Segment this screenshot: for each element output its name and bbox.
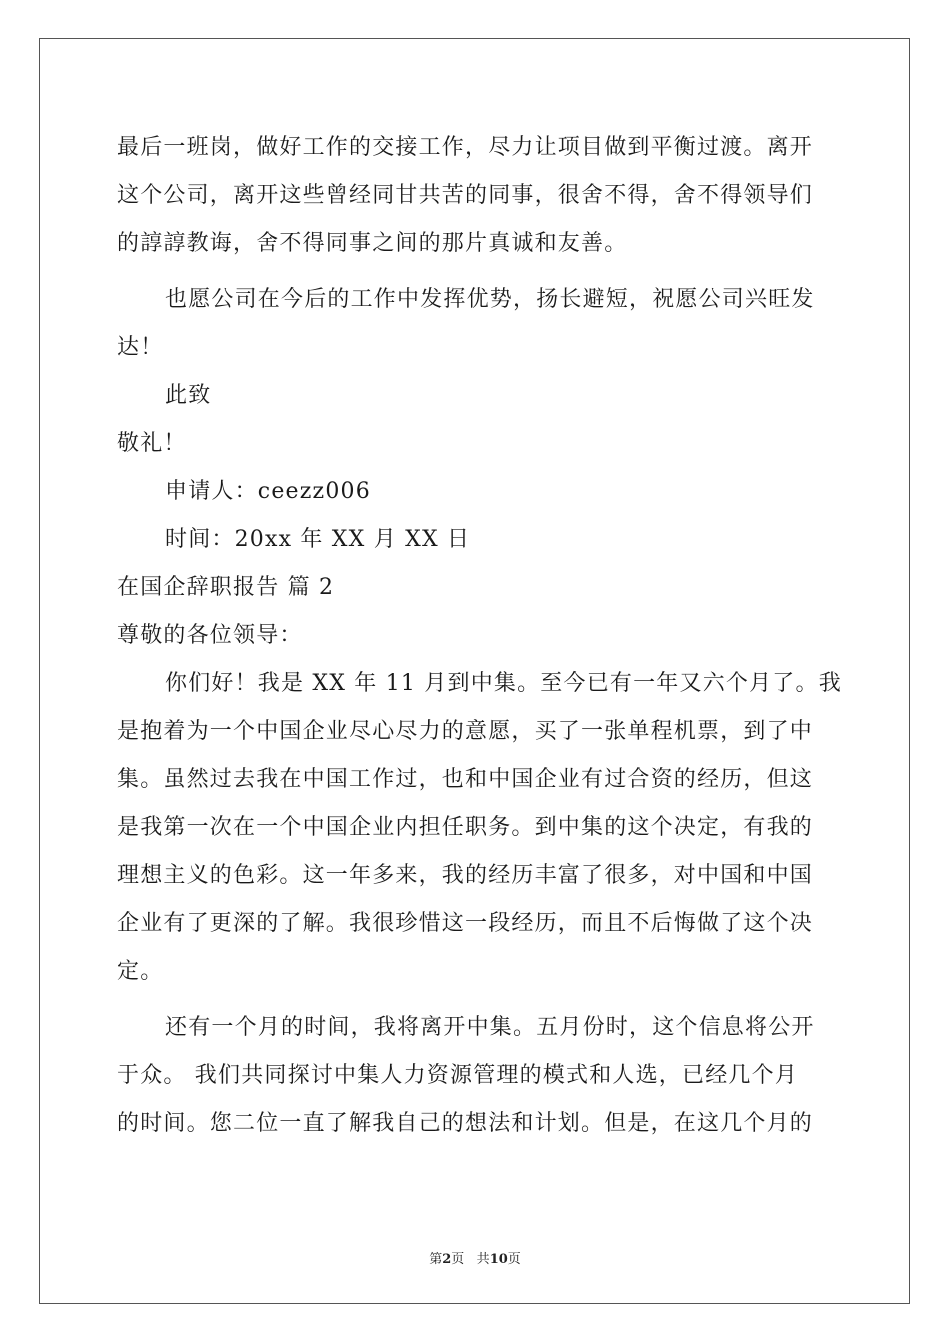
page-prefix: 第 bbox=[429, 1252, 443, 1267]
salute-text: 敬礼！ bbox=[117, 431, 187, 456]
total-prefix: 共 bbox=[476, 1252, 490, 1267]
paragraph-line: 定。 bbox=[117, 959, 164, 984]
paragraph-line: 的时间。您二位一直了解我自己的想法和计划。但是，在这几个月的 bbox=[117, 1111, 814, 1136]
paragraph-line: 企业有了更深的了解。我很珍惜这一段经历，而且不后悔做了这个决 bbox=[117, 911, 814, 936]
paragraph-line: 的諄諄教诲，舍不得同事之间的那片真诚和友善。 bbox=[117, 231, 628, 256]
section-title: 在国企辞职报告 篇 2 bbox=[117, 575, 335, 600]
applicant-line: 申请人：ceezz006 bbox=[165, 479, 371, 504]
paragraph-line: 也愿公司在今后的工作中发挥优势，扬长避短，祝愿公司兴旺发 bbox=[165, 287, 815, 312]
date-line: 时间：20xx 年 XX 月 XX 日 bbox=[165, 527, 471, 552]
page-current: 2 bbox=[442, 1252, 452, 1267]
paragraph-line: 于众。 我们共同探讨中集人力资源管理的模式和人选，已经几个月 bbox=[117, 1063, 798, 1088]
greeting-line: 尊敬的各位领导： bbox=[117, 623, 303, 648]
paragraph-line: 你们好！我是 XX 年 11 月到中集。至今已有一年又六个月了。我 bbox=[165, 671, 842, 696]
closing-text: 此致 bbox=[165, 383, 212, 408]
total-suffix: 页 bbox=[507, 1252, 521, 1267]
paragraph-line: 集。虽然过去我在中国工作过，也和中国企业有过合资的经历，但这 bbox=[117, 767, 814, 792]
paragraph-line: 理想主义的色彩。这一年多来，我的经历丰富了很多，对中国和中国 bbox=[117, 863, 814, 888]
page-mid: 页 bbox=[451, 1252, 465, 1267]
document-body bbox=[117, 124, 842, 1148]
page-footer bbox=[0, 1248, 950, 1267]
paragraph-line: 是我第一次在一个中国企业内担任职务。到中集的这个决定，有我的 bbox=[117, 815, 814, 840]
paragraph-line: 还有一个月的时间，我将离开中集。五月份时，这个信息将公开 bbox=[165, 1015, 815, 1040]
paragraph-line: 最后一班岗，做好工作的交接工作，尽力让项目做到平衡过渡。离开 bbox=[117, 135, 814, 160]
page-total: 10 bbox=[489, 1252, 508, 1267]
paragraph-line: 达！ bbox=[117, 335, 164, 360]
paragraph-line: 是抱着为一个中国企业尽心尽力的意愿，买了一张单程机票，到了中 bbox=[117, 719, 814, 744]
paragraph-line: 这个公司，离开这些曾经同甘共苦的同事，很舍不得，舍不得领导们 bbox=[117, 183, 814, 208]
